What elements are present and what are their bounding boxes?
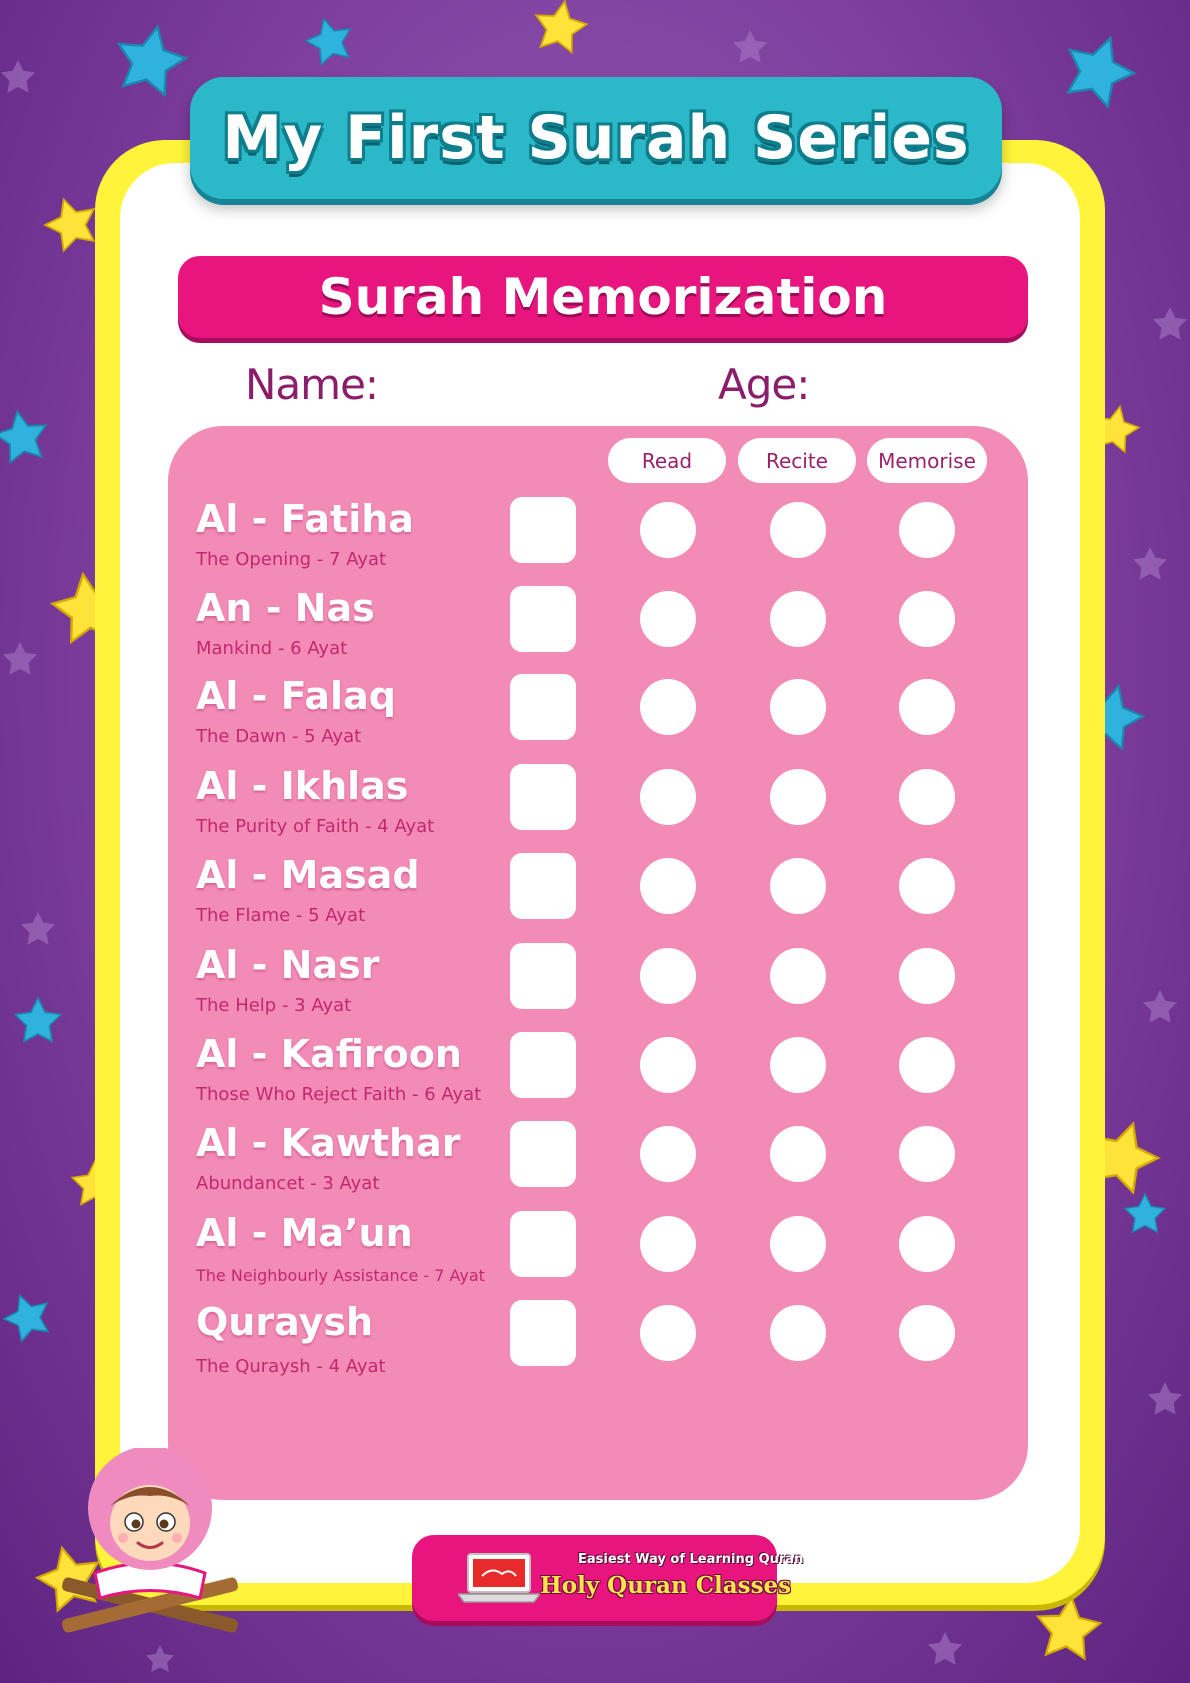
surah-description: The Dawn - 5 Ayat	[196, 726, 362, 747]
surah-row	[0, 1121, 1190, 1205]
surah-checkbox[interactable]	[510, 943, 576, 1009]
read-circle[interactable]	[640, 1216, 696, 1272]
surah-description: The Opening - 7 Ayat	[196, 549, 387, 570]
surah-row	[0, 853, 1190, 937]
surah-checkbox[interactable]	[510, 764, 576, 830]
surah-name: Al - Ma’un	[196, 1211, 413, 1255]
recite-circle[interactable]	[770, 1126, 826, 1182]
surah-name: Al - Nasr	[196, 943, 380, 987]
recite-circle[interactable]	[770, 769, 826, 825]
surah-checkbox[interactable]	[510, 1300, 576, 1366]
surah-name: Quraysh	[196, 1300, 374, 1344]
surah-description: Mankind - 6 Ayat	[196, 638, 348, 659]
surah-row	[0, 674, 1190, 758]
surah-name: Al - Masad	[196, 853, 420, 897]
read-circle[interactable]	[640, 769, 696, 825]
memorise-circle[interactable]	[899, 679, 955, 735]
surah-description: Abundancet - 3 Ayat	[196, 1173, 380, 1194]
subtitle-banner	[178, 256, 1028, 338]
surah-row	[0, 586, 1190, 670]
recite-circle[interactable]	[770, 1216, 826, 1272]
recite-circle[interactable]	[770, 1037, 826, 1093]
read-circle[interactable]	[640, 858, 696, 914]
series-banner	[190, 77, 1002, 199]
read-circle[interactable]	[640, 1037, 696, 1093]
surah-row	[0, 497, 1190, 581]
recite-circle[interactable]	[770, 679, 826, 735]
surah-name: Al - Ikhlas	[196, 764, 409, 808]
recite-circle[interactable]	[770, 502, 826, 558]
read-circle[interactable]	[640, 502, 696, 558]
surah-checkbox[interactable]	[510, 853, 576, 919]
memorise-circle[interactable]	[899, 1305, 955, 1361]
surah-name: Al - Falaq	[196, 674, 396, 718]
name-label: Name:	[245, 360, 379, 409]
series-title: My First Surah Series	[222, 103, 970, 173]
surah-name: Al - Kafiroon	[196, 1032, 462, 1076]
memorise-circle[interactable]	[899, 591, 955, 647]
surah-checkbox[interactable]	[510, 586, 576, 652]
footer-tagline: Easiest Way of Learning Quran	[578, 1552, 804, 1567]
surah-checkbox[interactable]	[510, 674, 576, 740]
recite-circle[interactable]	[770, 591, 826, 647]
surah-description: The Neighbourly Assistance - 7 Ayat	[196, 1266, 485, 1285]
memorise-circle[interactable]	[899, 1037, 955, 1093]
surah-row	[0, 1300, 1190, 1384]
surah-description: The Flame - 5 Ayat	[196, 905, 366, 926]
surah-row	[0, 1032, 1190, 1116]
surah-description: Those Who Reject Faith - 6 Ayat	[196, 1084, 482, 1105]
surah-description: The Quraysh - 4 Ayat	[196, 1356, 386, 1377]
memorise-circle[interactable]	[899, 1216, 955, 1272]
laptop-logo-icon	[458, 1552, 540, 1604]
memorise-circle[interactable]	[899, 948, 955, 1004]
read-circle[interactable]	[640, 1126, 696, 1182]
surah-name: Al - Kawthar	[196, 1121, 461, 1165]
footer-brand-name: Holy Quran Classes	[540, 1572, 792, 1599]
surah-checkbox[interactable]	[510, 1211, 576, 1277]
surah-description: The Help - 3 Ayat	[196, 995, 352, 1016]
recite-circle[interactable]	[770, 948, 826, 1004]
memorise-circle[interactable]	[899, 502, 955, 558]
recite-circle[interactable]	[770, 858, 826, 914]
surah-row	[0, 1211, 1190, 1295]
read-circle[interactable]	[640, 679, 696, 735]
column-header-read: Read	[608, 438, 726, 483]
column-header-recite: Recite	[738, 438, 856, 483]
memorise-circle[interactable]	[899, 858, 955, 914]
recite-circle[interactable]	[770, 1305, 826, 1361]
read-circle[interactable]	[640, 591, 696, 647]
girl-reading-illustration	[40, 1448, 260, 1648]
surah-checkbox[interactable]	[510, 1032, 576, 1098]
page-title: Surah Memorization	[318, 268, 888, 326]
surah-description: The Purity of Faith - 4 Ayat	[196, 816, 435, 837]
surah-checkbox[interactable]	[510, 497, 576, 563]
surah-row	[0, 943, 1190, 1027]
column-header-memorise: Memorise	[867, 438, 987, 483]
surah-name: Al - Fatiha	[196, 497, 414, 541]
read-circle[interactable]	[640, 948, 696, 1004]
surah-name: An - Nas	[196, 586, 375, 630]
memorise-circle[interactable]	[899, 769, 955, 825]
memorise-circle[interactable]	[899, 1126, 955, 1182]
age-label: Age:	[718, 360, 810, 409]
surah-row	[0, 764, 1190, 848]
surah-checkbox[interactable]	[510, 1121, 576, 1187]
read-circle[interactable]	[640, 1305, 696, 1361]
